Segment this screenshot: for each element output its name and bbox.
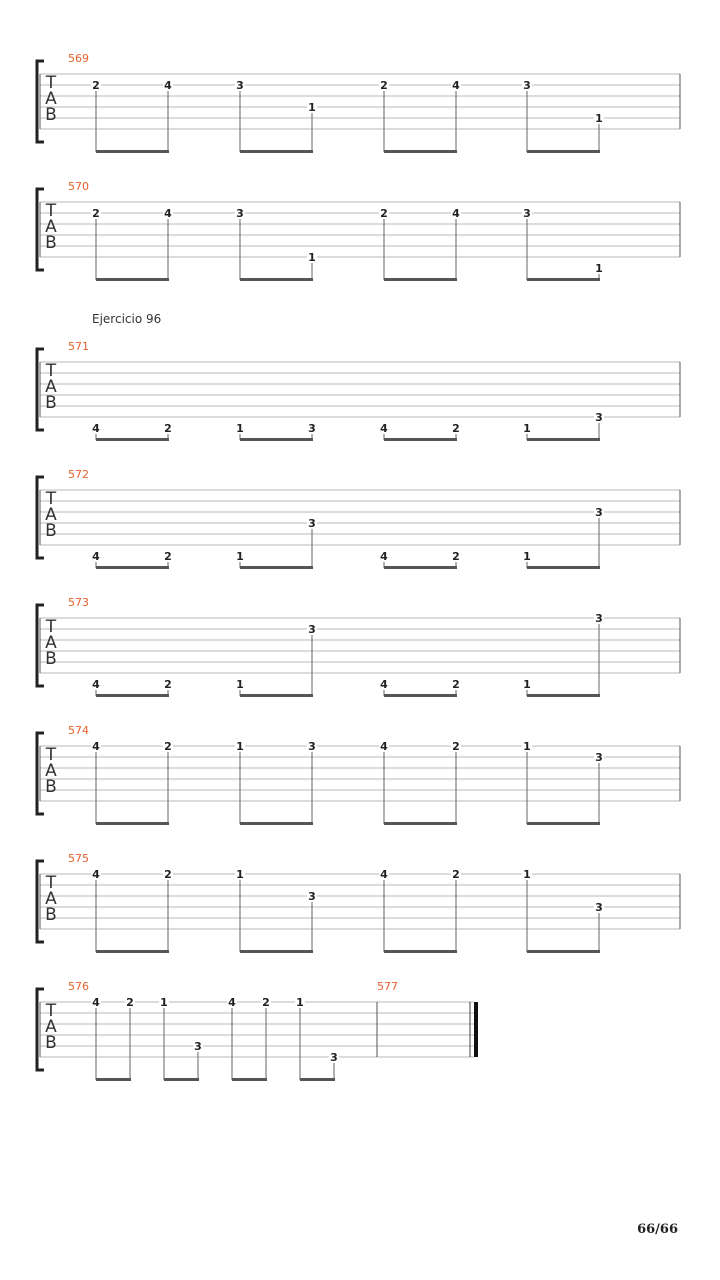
tab-clef-letter: A [45, 505, 57, 525]
tab-clef-letter: A [45, 633, 57, 653]
tab-clef-letter: A [45, 217, 57, 237]
fret-number: 2 [452, 868, 460, 881]
fret-number: 2 [452, 740, 460, 753]
tab-clef-letter: A [45, 761, 57, 781]
beam [240, 278, 313, 281]
beam [240, 822, 313, 825]
fret-number: 2 [164, 550, 172, 563]
measure-number: 577 [377, 980, 398, 993]
beam [240, 950, 313, 953]
fret-number: 1 [236, 740, 244, 753]
fret-number: 2 [164, 422, 172, 435]
tab-clef-letter: B [45, 905, 57, 925]
fret-number: 1 [296, 996, 304, 1009]
beam [96, 694, 169, 697]
fret-number: 4 [92, 550, 100, 563]
tab-system [37, 52, 680, 153]
beam [384, 566, 457, 569]
tab-clef-letter: T [45, 873, 57, 893]
fret-number: 3 [308, 740, 316, 753]
beam [240, 438, 313, 441]
fret-number: 3 [236, 207, 244, 220]
fret-number: 3 [523, 79, 531, 92]
fret-number: 2 [452, 422, 460, 435]
tab-clef-letter: A [45, 89, 57, 109]
beam [384, 822, 457, 825]
beam [527, 278, 600, 281]
tab-system [37, 852, 680, 953]
fret-number: 3 [194, 1040, 202, 1053]
measure-number: 570 [68, 180, 89, 193]
fret-number: 3 [595, 411, 603, 424]
beam [384, 150, 457, 153]
tab-clef-letter: B [45, 233, 57, 253]
fret-number: 4 [164, 207, 172, 220]
tab-clef-letter: B [45, 105, 57, 125]
beam [240, 566, 313, 569]
tab-system [37, 596, 680, 697]
beam [384, 278, 457, 281]
tab-system [37, 468, 680, 569]
fret-number: 4 [452, 207, 460, 220]
fret-number: 1 [523, 740, 531, 753]
fret-number: 3 [330, 1051, 338, 1064]
tab-system [37, 980, 476, 1081]
measure-number: 571 [68, 340, 89, 353]
fret-number: 4 [452, 79, 460, 92]
fret-number: 1 [236, 678, 244, 691]
measure-number: 569 [68, 52, 89, 65]
beam [240, 694, 313, 697]
fret-number: 2 [262, 996, 270, 1009]
tab-clef-letter: T [45, 745, 57, 765]
beam [527, 150, 600, 153]
tab-system [37, 724, 680, 825]
fret-number: 2 [164, 678, 172, 691]
fret-number: 4 [380, 550, 388, 563]
measure-number: 575 [68, 852, 89, 865]
beam [384, 694, 457, 697]
fret-number: 4 [92, 422, 100, 435]
beam [300, 1078, 335, 1081]
tab-clef-letter: B [45, 521, 57, 541]
fret-number: 4 [380, 422, 388, 435]
beam [527, 566, 600, 569]
section-annotation: Ejercicio 96 [92, 312, 162, 326]
fret-number: 3 [523, 207, 531, 220]
fret-number: 3 [595, 612, 603, 625]
tab-system [37, 340, 680, 441]
fret-number: 4 [92, 996, 100, 1009]
fret-number: 4 [164, 79, 172, 92]
fret-number: 4 [92, 678, 100, 691]
beam [527, 694, 600, 697]
fret-number: 4 [228, 996, 236, 1009]
measure-number: 573 [68, 596, 89, 609]
page-number: 66/66 [637, 1222, 678, 1237]
fret-number: 4 [92, 868, 100, 881]
fret-number: 4 [380, 740, 388, 753]
fret-number: 3 [308, 890, 316, 903]
beam [232, 1078, 267, 1081]
fret-number: 2 [164, 740, 172, 753]
fret-number: 1 [523, 550, 531, 563]
beam [527, 822, 600, 825]
tab-system [37, 180, 680, 281]
beam [96, 566, 169, 569]
tab-clef-letter: A [45, 1017, 57, 1037]
fret-number: 1 [308, 251, 316, 264]
fret-number: 3 [595, 506, 603, 519]
fret-number: 1 [523, 422, 531, 435]
beam [96, 822, 169, 825]
fret-number: 1 [160, 996, 168, 1009]
beam [96, 438, 169, 441]
tab-clef-letter: B [45, 649, 57, 669]
fret-number: 2 [126, 996, 134, 1009]
fret-number: 4 [380, 678, 388, 691]
tab-clef-letter: T [45, 201, 57, 221]
fret-number: 1 [236, 422, 244, 435]
tab-clef-letter: A [45, 889, 57, 909]
tab-clef-letter: B [45, 1033, 57, 1053]
fret-number: 3 [308, 422, 316, 435]
tab-clef-letter: B [45, 777, 57, 797]
beam [164, 1078, 199, 1081]
measure-number: 572 [68, 468, 89, 481]
fret-number: 2 [164, 868, 172, 881]
beam [384, 438, 457, 441]
fret-number: 1 [523, 868, 531, 881]
fret-number: 3 [308, 517, 316, 530]
beam [384, 950, 457, 953]
beam [96, 150, 169, 153]
measure-number: 574 [68, 724, 89, 737]
tab-clef-letter: T [45, 73, 57, 93]
beam [96, 950, 169, 953]
tab-clef-letter: B [45, 393, 57, 413]
fret-number: 4 [380, 868, 388, 881]
fret-number: 2 [380, 207, 388, 220]
fret-number: 2 [380, 79, 388, 92]
fret-number: 1 [308, 101, 316, 114]
fret-number: 3 [308, 623, 316, 636]
tab-clef-letter: T [45, 1001, 57, 1021]
beam [96, 278, 169, 281]
fret-number: 3 [595, 901, 603, 914]
fret-number: 3 [595, 751, 603, 764]
fret-number: 2 [452, 678, 460, 691]
fret-number: 1 [595, 112, 603, 125]
fret-number: 2 [92, 79, 100, 92]
tab-clef-letter: A [45, 377, 57, 397]
measure-number: 576 [68, 980, 89, 993]
fret-number: 2 [92, 207, 100, 220]
tab-clef-letter: T [45, 361, 57, 381]
fret-number: 3 [236, 79, 244, 92]
tab-clef-letter: T [45, 617, 57, 637]
beam [96, 1078, 131, 1081]
fret-number: 1 [236, 550, 244, 563]
tab-clef-letter: T [45, 489, 57, 509]
beam [527, 438, 600, 441]
fret-number: 4 [92, 740, 100, 753]
fret-number: 1 [236, 868, 244, 881]
fret-number: 1 [595, 262, 603, 275]
beam [527, 950, 600, 953]
beam [240, 150, 313, 153]
fret-number: 1 [523, 678, 531, 691]
fret-number: 2 [452, 550, 460, 563]
